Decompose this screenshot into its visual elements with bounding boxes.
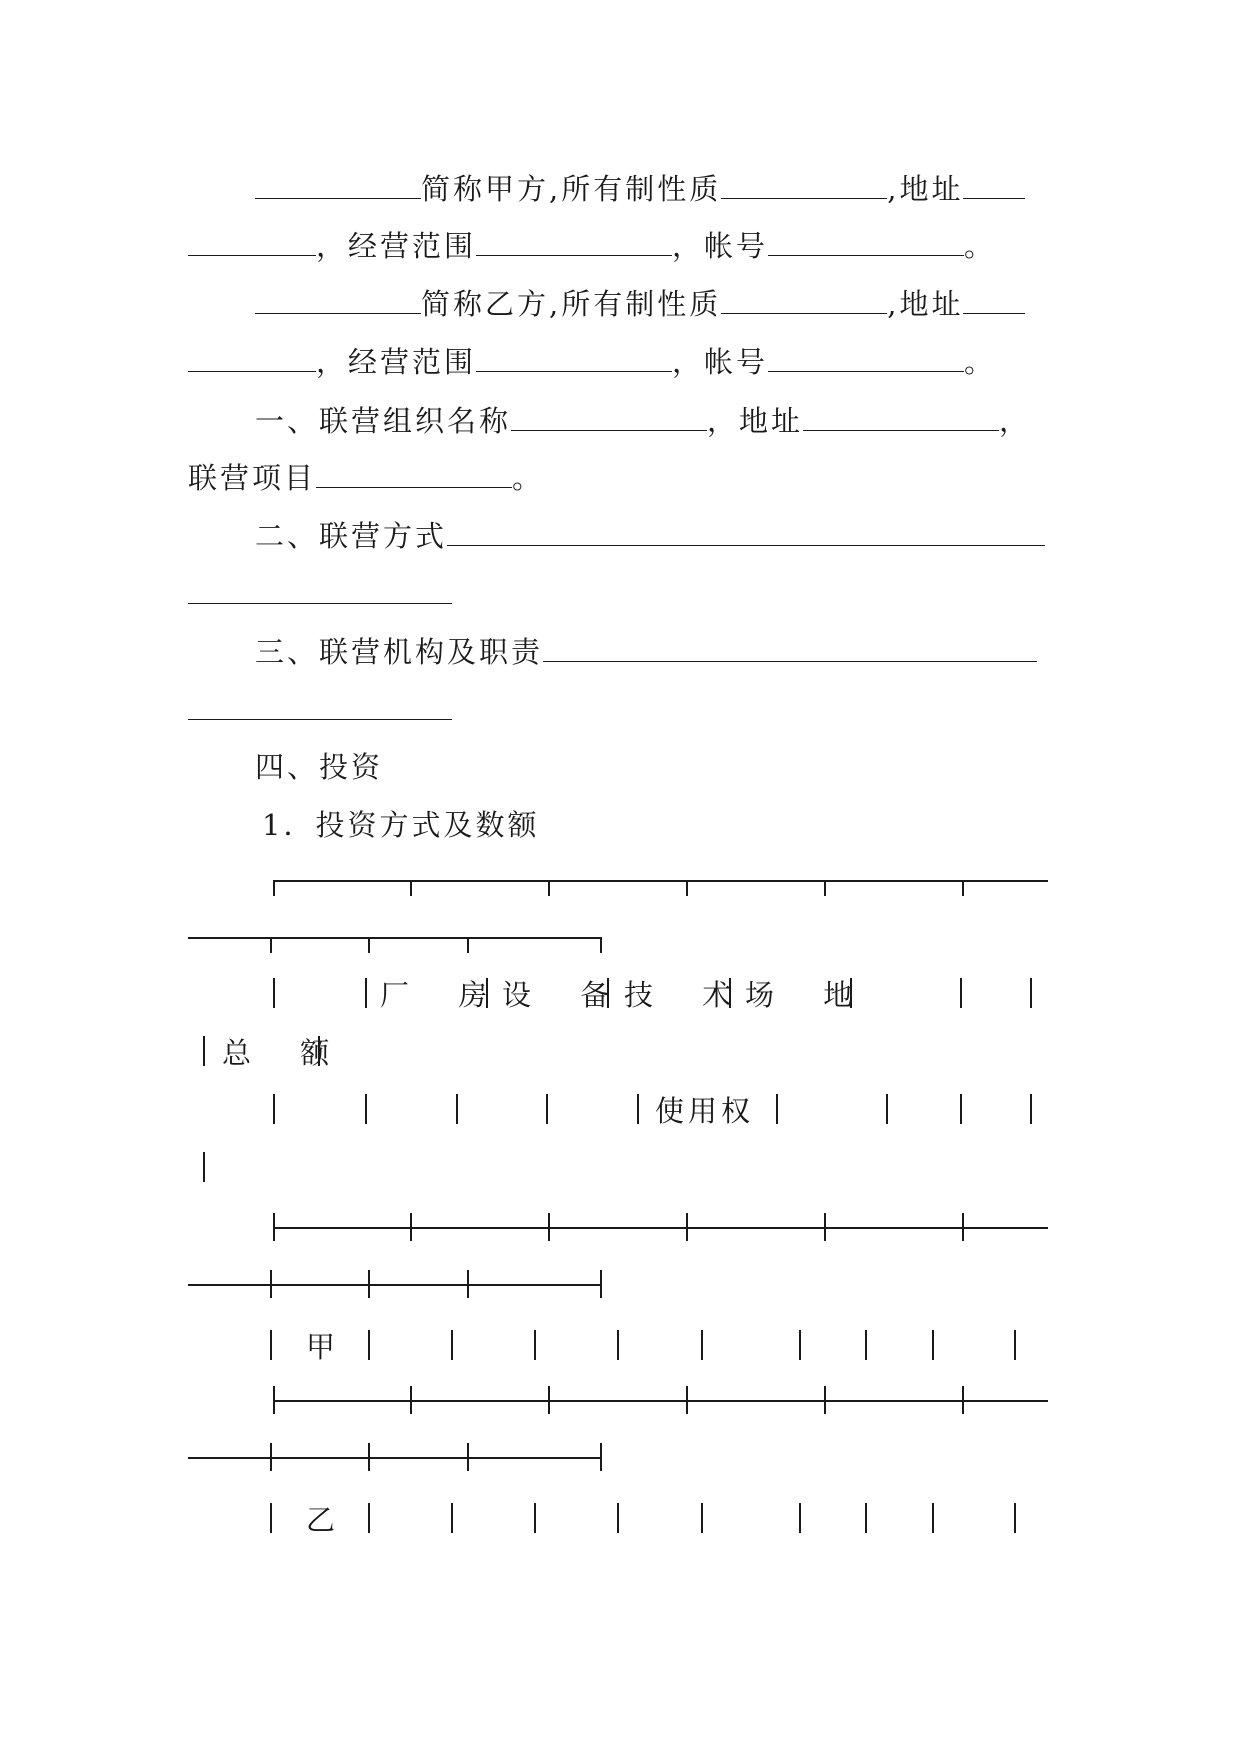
table-cross: [467, 1443, 469, 1471]
table-cell-border: [270, 1330, 272, 1360]
clause-3-label: 三、联营机构及职责: [255, 635, 544, 669]
table-cell-border: [617, 1330, 619, 1360]
table-cross: [410, 1386, 412, 1414]
table-cross: [548, 1386, 550, 1414]
table-cross: [600, 1270, 602, 1298]
header-use-right: 使用权: [655, 1094, 755, 1128]
table-cell-border: [534, 1503, 536, 1533]
party-b-ownership-label: ,所有制性质: [549, 287, 722, 321]
table-cell-border: [932, 1330, 934, 1360]
clause-4-1-heading: 1．投资方式及数额: [262, 808, 540, 842]
table-cross: [686, 1386, 688, 1414]
table-cell-border: [451, 1503, 453, 1533]
table-top-tick: [467, 937, 469, 953]
table-cell-border: [365, 1094, 367, 1124]
table-cell-border: [203, 1152, 205, 1182]
table-separator-2a: [273, 1400, 1048, 1402]
table-top-tick: [686, 880, 688, 896]
table-cell-border: [799, 1330, 801, 1360]
party-a-scope-label: ，经营范围: [316, 229, 477, 263]
party-a-account-label: ，帐号: [672, 229, 769, 263]
table-cell-border: [486, 978, 488, 1008]
table-cross: [824, 1213, 826, 1241]
table-cell-border: [886, 1094, 888, 1124]
table-cell-border: [273, 1094, 275, 1124]
table-cross: [824, 1386, 826, 1414]
table-cross: [410, 1213, 412, 1241]
table-cross: [467, 1270, 469, 1298]
table-cell-border: [850, 978, 852, 1008]
table-cell-border: [270, 1503, 272, 1533]
clause-1-project-label: 联营项目: [188, 461, 317, 495]
table-cell-border: [960, 978, 962, 1008]
table-cross: [962, 1386, 964, 1414]
table-cell-border: [546, 1094, 548, 1124]
party-a-short-name: 简称甲方: [421, 172, 550, 206]
table-cell-border: [701, 1503, 703, 1533]
table-top-tick: [962, 880, 964, 896]
table-cell-border: [368, 1503, 370, 1533]
row-party-b: 乙: [306, 1503, 356, 1537]
table-cross: [548, 1213, 550, 1241]
table-cell-border: [1030, 978, 1032, 1008]
party-b-end: 。: [964, 345, 997, 379]
table-cross: [368, 1443, 370, 1471]
table-cross: [270, 1443, 272, 1471]
table-top-border-a: [273, 880, 1048, 882]
table-cross: [368, 1270, 370, 1298]
party-a-address-label: ,地址: [887, 172, 964, 206]
table-top-tick: [824, 880, 826, 896]
table-cell-border: [365, 978, 367, 1008]
table-cross: [686, 1213, 688, 1241]
table-cell-border: [1014, 1503, 1016, 1533]
table-separator-1a: [273, 1227, 1048, 1229]
table-cell-border: [701, 1330, 703, 1360]
table-cross: [273, 1386, 275, 1414]
table-top-tick: [368, 937, 370, 953]
table-cell-border: [368, 1330, 370, 1360]
table-cell-border: [729, 978, 731, 1008]
table-cell-border: [865, 1503, 867, 1533]
table-cell-border: [1030, 1094, 1032, 1124]
table-top-tick: [270, 937, 272, 953]
clause-1-label: 一、联营组织名称: [255, 404, 512, 438]
table-cell-border: [456, 1094, 458, 1124]
header-technology: 技 术: [624, 978, 752, 1012]
table-cross: [273, 1213, 275, 1241]
table-cross: [600, 1443, 602, 1471]
header-site: 场 地: [745, 978, 873, 1012]
table-cell-border: [776, 1094, 778, 1124]
table-cell-border: [534, 1330, 536, 1360]
table-top-border-b: [188, 937, 602, 939]
table-top-tick: [410, 880, 412, 896]
party-a-ownership-label: ,所有制性质: [549, 172, 722, 206]
table-top-tick: [548, 880, 550, 896]
table-cell-border: [637, 1094, 639, 1124]
row-party-a: 甲: [306, 1330, 356, 1364]
table-cell-border: [1014, 1330, 1016, 1360]
table-cell-border: [451, 1330, 453, 1360]
table-cell-border: [960, 1094, 962, 1124]
table-cross: [270, 1270, 272, 1298]
clause-2-label: 二、联营方式: [255, 519, 448, 553]
party-b-short-name: 简称乙方: [421, 287, 550, 321]
table-cell-border: [203, 1036, 205, 1066]
clause-4-heading: 四、投资: [255, 750, 384, 784]
party-b-scope-label: ，经营范围: [316, 345, 477, 379]
table-cell-border: [273, 978, 275, 1008]
table-top-corner-right: [600, 937, 602, 953]
table-cell-border: [617, 1503, 619, 1533]
table-top-corner-left: [273, 880, 275, 896]
header-factory: 厂 房: [380, 978, 508, 1012]
party-a-end: 。: [964, 229, 997, 263]
clause-1-comma: ，: [999, 404, 1032, 438]
table-cross: [962, 1213, 964, 1241]
table-cell-border: [865, 1330, 867, 1360]
table-separator-2b: [188, 1457, 602, 1459]
table-cell-border: [799, 1503, 801, 1533]
clause-1-end: 。: [512, 461, 545, 495]
clause-1-address-label: ，地址: [707, 404, 804, 438]
table-cell-border: [607, 978, 609, 1008]
header-equipment: 设 备: [502, 978, 630, 1012]
header-total: 总 额: [222, 1036, 350, 1070]
party-b-address-label: ,地址: [887, 287, 964, 321]
table-separator-1b: [188, 1284, 602, 1286]
table-cell-border: [318, 1036, 320, 1066]
table-cell-border: [932, 1503, 934, 1533]
party-b-account-label: ，帐号: [672, 345, 769, 379]
